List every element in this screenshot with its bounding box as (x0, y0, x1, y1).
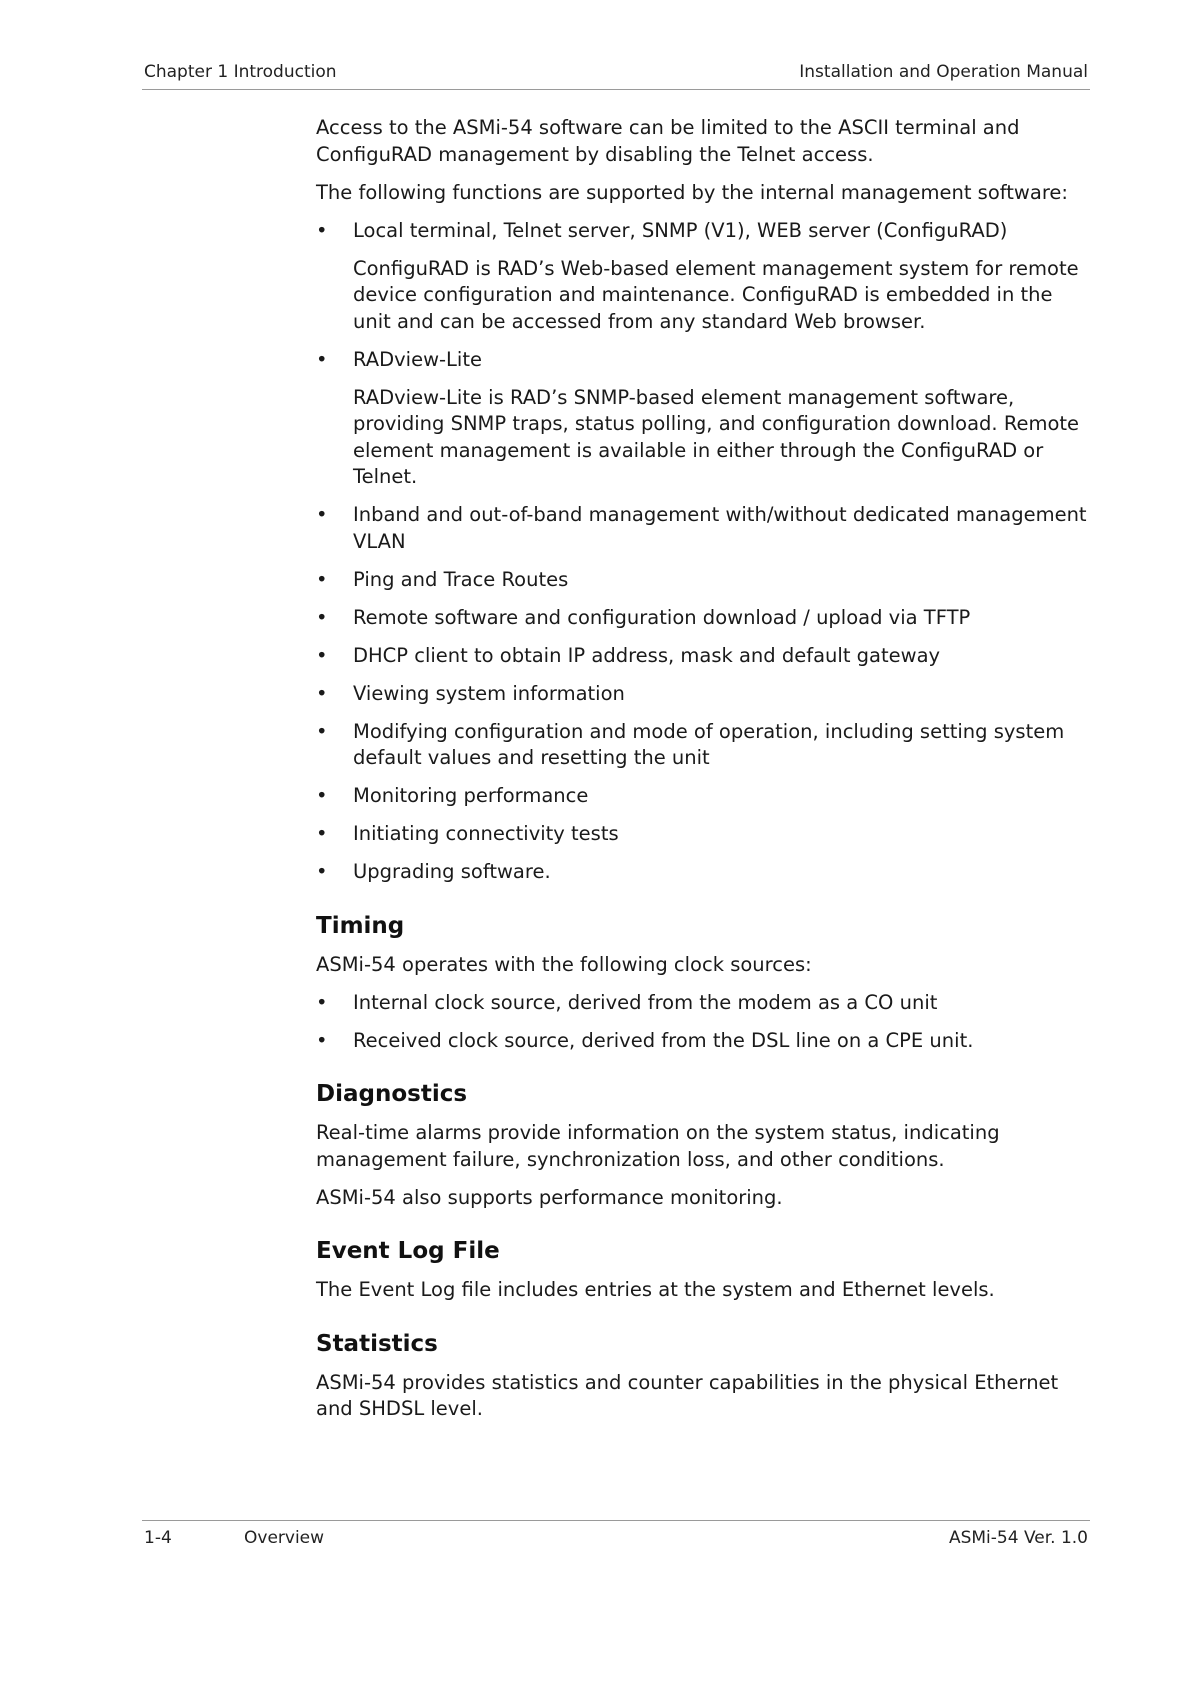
list-item-text: DHCP client to obtain IP address, mask and default gateway (353, 643, 941, 667)
header-divider (142, 89, 1090, 90)
section-paragraph: The Event Log file includes entries at the system and Ethernet levels. (316, 1278, 995, 1301)
list-item-text: Ping and Trace Routes (353, 567, 569, 591)
chapter-title: Chapter 1 Introduction (144, 62, 337, 82)
list-item (316, 681, 1096, 708)
section-heading-event-log: Event Log File (316, 1238, 500, 1264)
list-item (316, 567, 1096, 594)
footer-divider (142, 1520, 1090, 1521)
list-item-text: Internal clock source, derived from the modem as a CO unit (353, 990, 938, 1014)
list-item (316, 502, 1096, 555)
functions-list (316, 218, 1096, 886)
list-item-text: Received clock source, derived from the DSL line on a CPE unit. (353, 1028, 974, 1052)
intro-paragraph: Access to the ASMi-54 software can be limited to the ASCII terminal and ConfiguRAD management by disabling the Telnet access. (316, 116, 1020, 166)
section-heading-timing: Timing (316, 912, 405, 939)
section-paragraph: ASMi-54 provides statistics and counter capabilities in the physical Ethernet and SHDSL level. (316, 1370, 1059, 1420)
list-item-description: ConfiguRAD is RAD’s Web-based element management system for remote device configuration and maintenance. ConfiguRAD is embedded in the unit and can be accessed from any standard Web browser. (353, 256, 1079, 333)
list-item-text: Upgrading software. (353, 860, 551, 883)
list-item-text: Inband and out-of-band management with/without dedicated management VLAN (353, 503, 1087, 553)
list-item (316, 218, 1096, 336)
list-item (316, 347, 1096, 491)
list-item-text: Monitoring performance (353, 784, 589, 807)
section-paragraph: ASMi-54 operates with the following clock sources: (316, 952, 812, 976)
list-item (316, 859, 1096, 886)
bullet-icon: • (316, 822, 328, 845)
list-item-description: RADview-Lite is RAD’s SNMP-based element management software, providing SNMP traps, status polling, and configuration download. Remote element management is available in either through the ConfiguRAD or Telnet. (353, 385, 1080, 488)
bullet-icon: • (316, 643, 328, 667)
section-heading-diagnostics: Diagnostics (316, 1081, 468, 1107)
page-body (316, 115, 1096, 1434)
page-number: 1-4 (144, 1528, 172, 1548)
list-item-text: Modifying configuration and mode of operation, including setting system default values and resetting the unit (353, 719, 1065, 769)
section-paragraph: Real-time alarms provide information on the system status, indicating management failure, synchronization loss, and other conditions. (316, 1121, 1000, 1171)
bullet-icon: • (316, 218, 328, 242)
bullet-icon: • (316, 605, 328, 629)
list-item-text: Initiating connectivity tests (353, 822, 619, 845)
intro-paragraph: The following functions are supported by the internal management software: (316, 180, 1068, 204)
list-item (316, 783, 1096, 810)
bullet-icon: • (316, 1028, 328, 1052)
bullet-icon: • (316, 860, 328, 883)
bullet-icon: • (316, 990, 328, 1014)
clock-sources-list (316, 990, 1096, 1055)
manual-title: Installation and Operation Manual (799, 62, 1088, 82)
list-item (316, 1028, 1096, 1055)
bullet-icon: • (316, 347, 328, 371)
section-paragraph: ASMi-54 also supports performance monitoring. (316, 1185, 783, 1209)
bullet-icon: • (316, 567, 328, 591)
bullet-icon: • (316, 503, 328, 526)
list-item (316, 821, 1096, 848)
list-item (316, 990, 1096, 1017)
list-item-text: RADview-Lite (353, 347, 482, 371)
list-item (316, 643, 1096, 670)
footer-section: Overview (244, 1528, 325, 1548)
list-item-text: Viewing system information (353, 681, 625, 705)
list-item (316, 719, 1096, 772)
list-item-text: Remote software and configuration download / upload via TFTP (353, 605, 971, 629)
section-heading-statistics: Statistics (316, 1330, 438, 1357)
list-item (316, 605, 1096, 632)
list-item-text: Local terminal, Telnet server, SNMP (V1), WEB server (ConfiguRAD) (353, 218, 1008, 242)
footer-version: ASMi-54 Ver. 1.0 (948, 1528, 1088, 1548)
bullet-icon: • (316, 681, 328, 705)
bullet-icon: • (316, 719, 328, 743)
bullet-icon: • (316, 784, 328, 807)
